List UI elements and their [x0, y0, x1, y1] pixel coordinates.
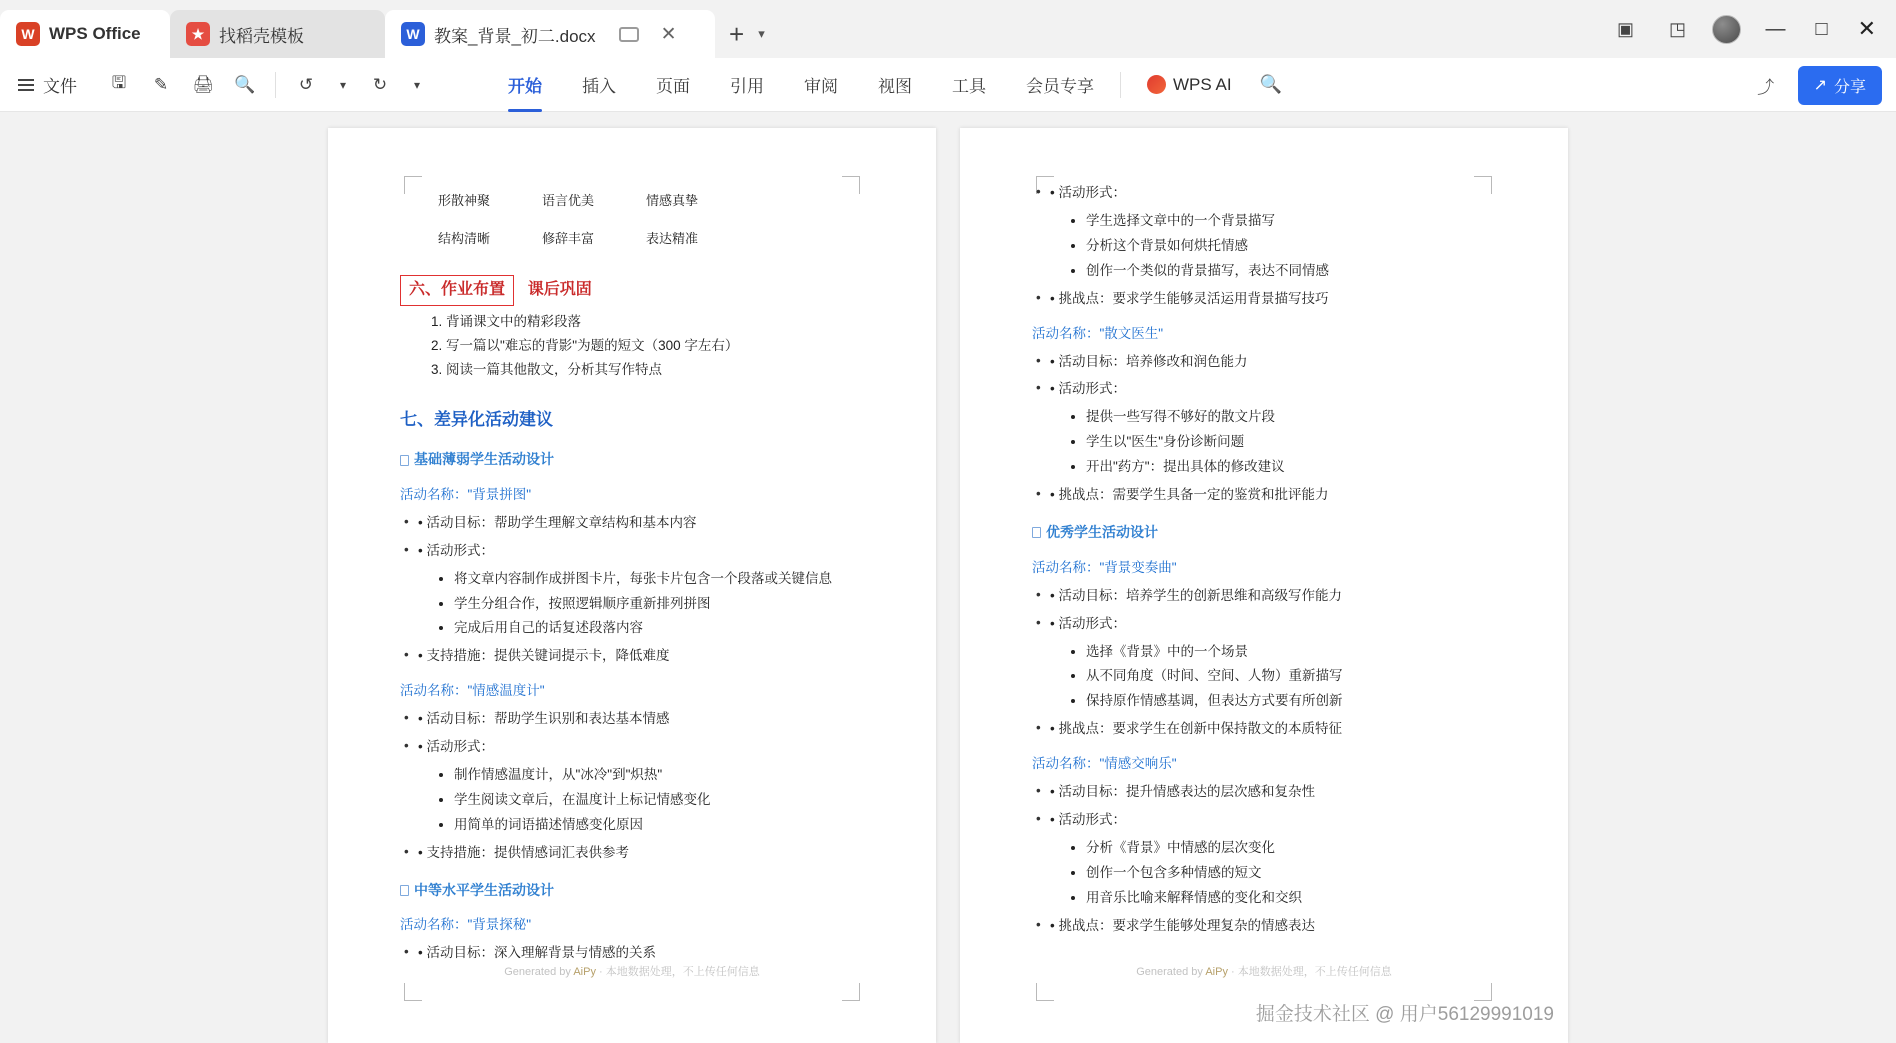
activity-goal-text: • 活动目标：培养修改和润色能力 — [1050, 353, 1248, 369]
tab-reference[interactable]: 引用 — [730, 77, 764, 96]
wps-ai-label: WPS AI — [1173, 74, 1232, 94]
word-doc-icon: W — [401, 22, 425, 46]
upload-icon[interactable]: ⤴ — [1757, 77, 1775, 97]
list-item: • 创作一个类似的背景描写，表达不同情感 — [1086, 261, 1508, 282]
activity-form-text: • 活动形式： — [1050, 381, 1126, 397]
tab-tools[interactable]: 工具 — [952, 77, 986, 96]
activity-form-label — [1036, 183, 1508, 204]
crop-mark — [404, 176, 422, 194]
tab-start[interactable]: 开始 — [488, 66, 562, 103]
activity-form-items — [438, 765, 876, 836]
tab-template-store[interactable] — [170, 10, 385, 58]
subsection-intermediate-students — [400, 880, 876, 902]
template-icon: ★ — [186, 22, 210, 46]
close-tab-icon[interactable]: ✕ — [660, 23, 677, 45]
activity-goal — [1036, 782, 1508, 803]
keyword: 表达精准 — [646, 231, 699, 247]
activity-goal-text: • 活动目标：深入理解背景与情感的关系 — [418, 945, 656, 961]
activity-challenge — [1036, 485, 1508, 506]
print-preview-icon[interactable]: 🔍 — [234, 74, 256, 94]
avatar[interactable] — [1712, 15, 1741, 44]
document-page-right[interactable] — [960, 128, 1568, 1043]
activity-challenge-text: • 挑战点：要求学生能够处理复杂的情感表达 — [1050, 917, 1315, 933]
activity-form-items — [438, 569, 876, 640]
bookmark-icon — [400, 885, 409, 896]
share-label: 分享 — [1833, 78, 1866, 96]
activity-form-label — [404, 541, 876, 562]
activity-form-text: • 活动形式： — [1050, 812, 1126, 828]
section-heading-plain: 课后巩固 — [527, 281, 592, 299]
wps-icon: W — [16, 22, 40, 46]
activity-form-text: • 活动形式： — [418, 739, 494, 755]
crop-mark — [1036, 983, 1054, 1001]
footer-prefix: Generated by — [504, 965, 571, 978]
more-chevron-down-icon[interactable]: ▾ — [413, 77, 421, 92]
tab-insert[interactable]: 插入 — [582, 77, 616, 96]
watermark: 掘金技术社区 @ 用户56129991019 — [1255, 1003, 1554, 1025]
activity-form-items — [1070, 211, 1508, 282]
file-menu-button[interactable] — [0, 72, 93, 97]
list-item: • 提供一些写得不够好的散文片段 — [1086, 407, 1508, 428]
pen-icon[interactable]: ✎ — [153, 74, 169, 94]
activity-form-label — [404, 737, 876, 758]
activity-support-text: • 支持措施：提供情感词汇表供参考 — [418, 844, 629, 860]
ribbon-menus — [488, 66, 1282, 103]
footer-suffix: · 本地数据处理，不上传任何信息 — [1231, 965, 1392, 978]
activity-form-text: • 活动形式： — [1050, 615, 1126, 631]
document-page-left[interactable] — [328, 128, 936, 1043]
activity-goal — [404, 943, 876, 964]
list-item: 1. 背诵课文中的精彩段落 — [446, 312, 876, 333]
undo-icon[interactable]: ↺ — [298, 74, 314, 94]
keyword-row — [438, 191, 876, 211]
footer-link[interactable]: AiPy — [1205, 965, 1228, 978]
wps-ai-icon — [1147, 75, 1166, 94]
app-box-icon[interactable]: ◳ — [1668, 18, 1686, 39]
crop-mark — [842, 983, 860, 1001]
list-item: • 学生阅读文章后，在温度计上标记情感变化 — [454, 790, 876, 811]
subsection-basic-students — [400, 449, 876, 471]
list-item: • 用简单的词语描述情感变化原因 — [454, 815, 876, 836]
new-tab-area[interactable] — [715, 10, 771, 58]
activity-goal — [404, 709, 876, 730]
activity-form-label — [1036, 614, 1508, 635]
list-item: • 分析《背景》中情感的层次变化 — [1086, 838, 1508, 859]
document-workspace[interactable] — [0, 112, 1896, 1043]
maximize-button[interactable]: □ — [1815, 17, 1828, 40]
list-item: • 选择《背景》中的一个场景 — [1086, 642, 1508, 663]
search-icon[interactable]: 🔍 — [1259, 74, 1282, 94]
keyword: 修辞丰富 — [542, 231, 595, 247]
activity-support — [404, 843, 876, 864]
homework-list — [426, 312, 876, 381]
chevron-down-icon[interactable]: ▾ — [758, 26, 765, 41]
sidebar-panel-icon[interactable]: ▣ — [1616, 18, 1634, 39]
activity-title: 活动名称："背景探秘" — [400, 917, 532, 933]
tab-view[interactable]: 视图 — [878, 77, 912, 96]
list-item: • 从不同角度（时间、空间、人物）重新描写 — [1086, 666, 1508, 687]
tab-label: 教案_背景_初二.docx — [434, 26, 596, 46]
activity-form-label — [1036, 810, 1508, 831]
tab-review[interactable]: 审阅 — [804, 77, 838, 96]
activity-title: 活动名称："背景拼图" — [400, 486, 532, 502]
list-item: • 开出"药方"：提出具体的修改建议 — [1086, 457, 1508, 478]
activity-goal — [404, 513, 876, 534]
list-item: 2. 写一篇以"难忘的背影"为题的短文（300 字左右） — [446, 336, 876, 357]
activity-challenge-text: • 挑战点：需要学生具备一定的鉴赏和批评能力 — [1050, 487, 1329, 503]
activity-goal-text: • 活动目标：帮助学生理解文章结构和基本内容 — [418, 514, 697, 530]
divider — [1120, 72, 1121, 98]
ribbon-bar — [0, 58, 1896, 112]
page-footer — [328, 964, 936, 981]
activity-title: 活动名称："背景变奏曲" — [1032, 559, 1177, 575]
list-item: • 创作一个包含多种情感的短文 — [1086, 863, 1508, 884]
list-item: 3. 阅读一篇其他散文，分析其写作特点 — [446, 360, 876, 381]
undo-chevron-down-icon[interactable]: ▾ — [339, 77, 347, 92]
keyword: 情感真挚 — [646, 193, 699, 208]
list-item: • 将文章内容制作成拼图卡片，每张卡片包含一个段落或关键信息 — [454, 569, 876, 590]
activity-form-items — [1070, 642, 1508, 713]
list-item: • 完成后用自己的话复述段落内容 — [454, 618, 876, 639]
activity-challenge — [1036, 289, 1508, 310]
title-bar — [0, 0, 1896, 58]
activity-challenge-text: • 挑战点：要求学生能够灵活运用背景描写技巧 — [1050, 290, 1329, 306]
crop-mark — [842, 176, 860, 194]
new-tab-icon[interactable]: + — [729, 18, 745, 49]
divider — [275, 72, 276, 98]
crop-mark — [404, 983, 422, 1001]
tab-label: WPS Office — [49, 24, 141, 43]
list-item: • 保持原作情感基调，但表达方式要有所创新 — [1086, 691, 1508, 712]
activity-goal-text: • 活动目标：培养学生的创新思维和高级写作能力 — [1050, 587, 1342, 603]
keyword: 语言优美 — [542, 193, 595, 208]
list-item: • 学生以"医生"身份诊断问题 — [1086, 432, 1508, 453]
activity-goal-text: • 活动目标：帮助学生识别和表达基本情感 — [418, 711, 670, 727]
bookmark-icon — [400, 455, 409, 466]
share-button[interactable] — [1798, 66, 1882, 105]
activity-form-text: • 活动形式： — [1050, 185, 1126, 200]
footer-prefix: Generated by — [1136, 965, 1203, 978]
activity-goal — [1036, 352, 1508, 373]
quick-access-toolbar — [93, 68, 430, 102]
tab-label: 找稻壳模板 — [219, 26, 304, 46]
tab-member[interactable]: 会员专享 — [1026, 77, 1094, 96]
activity-goal-text: • 活动目标：提升情感表达的层次感和复杂性 — [1050, 784, 1315, 800]
bookmark-icon — [1032, 527, 1041, 538]
close-window-button[interactable]: ✕ — [1857, 16, 1876, 41]
share-icon: ↗ — [1813, 77, 1827, 94]
subsection-advanced-students — [1032, 522, 1508, 544]
list-item: • 制作情感温度计，从"冰冷"到"炽热" — [454, 765, 876, 786]
save-icon[interactable]: 🖫 — [111, 73, 127, 92]
subsection-label: 中等水平学生活动设计 — [414, 881, 554, 898]
activity-goal — [1036, 586, 1508, 607]
keyword: 结构清晰 — [438, 231, 491, 247]
tab-page[interactable]: 页面 — [656, 77, 690, 96]
print-icon[interactable]: 🖨 — [192, 74, 214, 94]
section-heading-boxed: 六、作业布置 — [400, 275, 514, 306]
ribbon-right-actions — [1748, 58, 1882, 112]
subsection-label: 优秀学生活动设计 — [1046, 524, 1158, 541]
crop-mark — [1474, 983, 1492, 1001]
activity-support-text: • 支持措施：提供关键词提示卡，降低难度 — [418, 648, 670, 664]
activity-challenge — [1036, 916, 1508, 937]
wps-ai-button[interactable] — [1133, 69, 1246, 101]
tab-document[interactable] — [385, 10, 715, 58]
activity-challenge-text: • 挑战点：要求学生在创新中保持散文的本质特征 — [1050, 721, 1342, 737]
list-item: • 分析这个背景如何烘托情感 — [1086, 236, 1508, 257]
activity-form-text: • 活动形式： — [418, 542, 494, 558]
list-item: • 学生选择文章中的一个背景描写 — [1086, 211, 1508, 232]
redo-icon[interactable]: ↻ — [372, 74, 388, 94]
minimize-button[interactable]: — — [1765, 17, 1786, 40]
subsection-label: 基础薄弱学生活动设计 — [414, 451, 554, 468]
activity-form-items — [1070, 407, 1508, 478]
tab-wps-office[interactable] — [0, 10, 170, 58]
activity-form-items — [1070, 838, 1508, 909]
list-item: • 用音乐比喻来解释情感的变化和交织 — [1086, 888, 1508, 909]
section-heading-activities: 七、差异化活动建议 — [400, 409, 553, 429]
file-menu-label: 文件 — [43, 77, 77, 96]
activity-title: 活动名称："情感交响乐" — [1032, 756, 1177, 772]
activity-support — [404, 646, 876, 667]
keyword: 形散神聚 — [438, 193, 491, 208]
window-controls — [1608, 0, 1896, 58]
hamburger-icon — [18, 79, 34, 91]
page-footer — [960, 964, 1568, 981]
footer-link[interactable]: AiPy — [573, 965, 596, 978]
activity-challenge — [1036, 719, 1508, 740]
section-heading-homework — [400, 275, 876, 306]
activity-title: 活动名称："情感温度计" — [400, 683, 545, 699]
activity-title: 活动名称："散文医生" — [1032, 325, 1164, 341]
list-item: • 学生分组合作，按照逻辑顺序重新排列拼图 — [454, 594, 876, 615]
activity-form-label — [1036, 379, 1508, 400]
keyword-row — [438, 229, 876, 249]
footer-suffix: · 本地数据处理，不上传任何信息 — [599, 965, 760, 978]
present-icon[interactable] — [619, 27, 639, 42]
